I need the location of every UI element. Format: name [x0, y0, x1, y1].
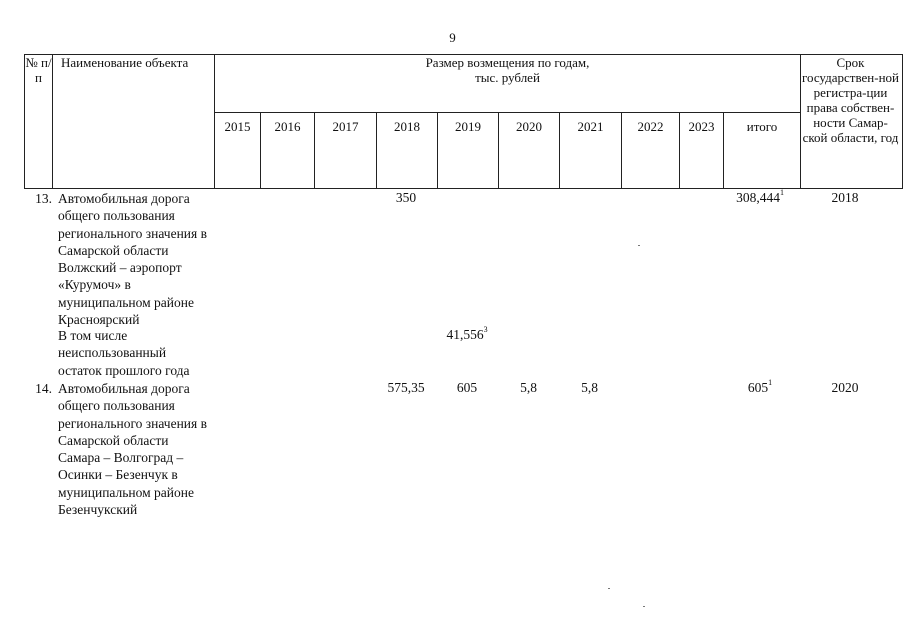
sub-value-2019: 41,556$^3$	[446, 325, 488, 342]
name-column-header: Наименование объекта	[53, 55, 215, 189]
value-2020: 5,8	[520, 380, 537, 395]
total-header: итого	[724, 113, 801, 189]
num-column-header: № п/п	[25, 55, 53, 189]
term-column-header: Срок государствен-ной регистра-ции права собствен-ности Самар-ской области, год	[801, 55, 903, 189]
year-header: 2017	[315, 113, 377, 189]
scan-speck	[638, 245, 640, 246]
footnote-mark: 1	[779, 188, 784, 197]
footnote-mark: 1	[768, 378, 773, 387]
total-value: $605^1$	[747, 378, 773, 395]
year-header: 2021	[560, 113, 622, 189]
value-2019: 605	[456, 380, 478, 395]
value-2021: 5,8	[581, 380, 598, 395]
row-number: 13.	[35, 191, 52, 206]
sub-row-name: В том числе неиспользованный остаток прошлого года	[58, 328, 190, 378]
row-number: 14.	[35, 381, 52, 396]
scan-speck	[643, 606, 645, 607]
value-2018: 350	[395, 190, 417, 205]
scan-speck	[608, 588, 610, 589]
amount-column-header: Размер возмещения по годам, тыс. рублей	[215, 55, 801, 113]
footnote-mark: 3	[483, 325, 488, 334]
object-name: Автомобильная дорога общего пользования регионального значения в Самарской области Самара – Волгоград – Осинки – Безенчук в муниципальном районе Безенчукский	[58, 381, 207, 518]
page-number: 9	[449, 30, 456, 45]
table-header	[24, 54, 903, 189]
object-name: Автомобильная дорога общего пользования регионального значения в Самарской области Волжский – аэропорт «Курумоч» в муниципальном районе Красноярский	[58, 191, 207, 328]
registration-year: 2020	[831, 380, 859, 395]
year-header: 2023	[680, 113, 724, 189]
value-2018: 575,35	[387, 380, 425, 395]
year-header: 2015	[215, 113, 261, 189]
total-value: 308,444$^1$	[736, 188, 784, 205]
year-header: 2019	[438, 113, 499, 189]
registration-year: 2018	[831, 190, 859, 205]
year-header: 2016	[261, 113, 315, 189]
year-header: 2022	[622, 113, 680, 189]
year-header: 2018	[377, 113, 438, 189]
year-header: 2020	[499, 113, 560, 189]
